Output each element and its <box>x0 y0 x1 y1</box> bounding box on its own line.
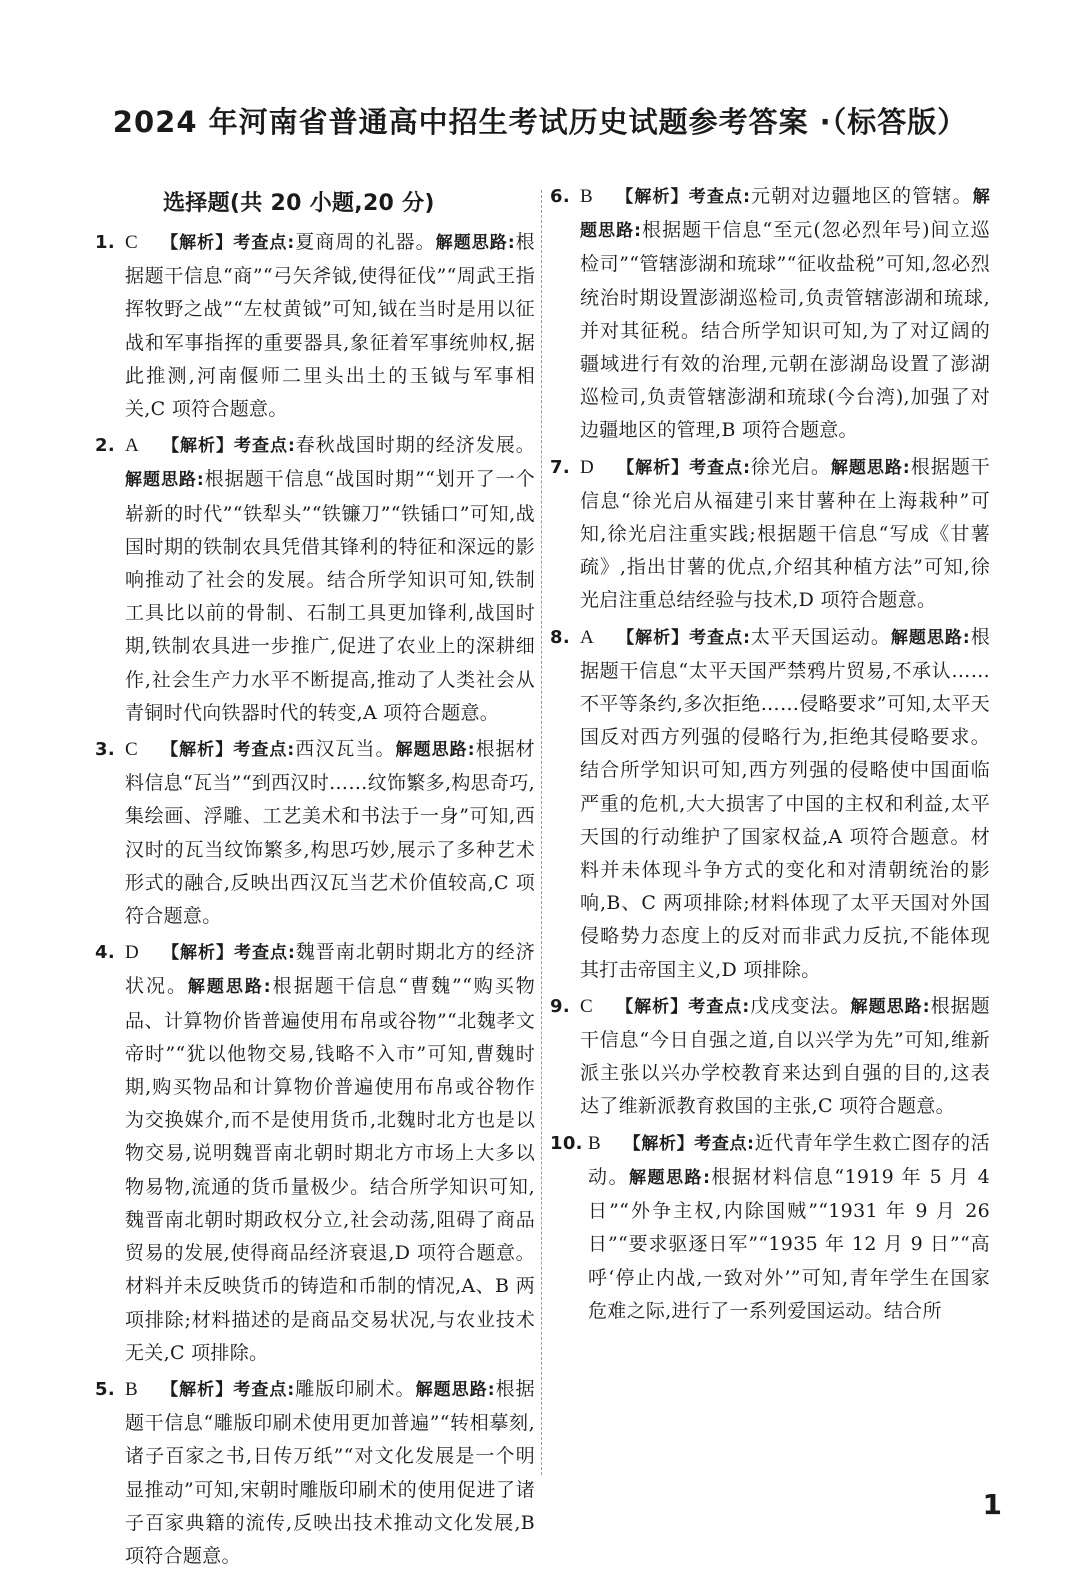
analysis-label: 【解析】 <box>161 233 234 253</box>
question-1 <box>95 226 535 426</box>
idea-label: 解题思路: <box>415 1379 495 1400</box>
exam-point: 春秋战国时期的经济发展。 <box>295 434 535 457</box>
point-label: 考查点: <box>689 457 751 478</box>
question-7 <box>550 451 990 618</box>
explanation-text: 根据题干信息“雕版印刷术使用更加普遍”“转相摹刻,诸子百家之书,日传万纸”“对文化发展是一个明显推动”可知,宋朝时雕版印刷术的使用促进了诸子百家典籍的流传,反映出技术推动文化发展,B 项符合题意。 <box>125 1377 535 1567</box>
answer-letter: C <box>580 995 593 1017</box>
explanation-text: 根据题干信息“今日自强之道,自以兴学为先”可知,维新派主张以兴办学校教育来达到自强的目的,这表达了维新派教育救国的主张,C 项符合题意。 <box>580 994 990 1118</box>
point-label: 考查点: <box>233 233 295 253</box>
question-number: 4. <box>95 942 115 964</box>
idea-label: 解题思路: <box>125 470 204 491</box>
question-2 <box>95 429 535 730</box>
page-title: 2024 年河南省普通高中招生考试历史试题参考答案 ·（标答版） <box>112 105 968 139</box>
answer-letter: B <box>588 1132 601 1154</box>
question-number: 8. <box>550 626 570 648</box>
exam-point: 夏商周的礼器。 <box>294 231 436 253</box>
analysis-label: 【解析】 <box>616 996 689 1017</box>
answer-letter: D <box>125 942 140 964</box>
exam-point: 近代青年学生救亡图存的活动。 <box>588 1131 990 1188</box>
page-number: 1 <box>982 1488 1002 1521</box>
analysis-label: 【解析】 <box>161 1379 234 1400</box>
question-number: 2. <box>95 435 115 457</box>
analysis-label: 【解析】 <box>617 627 690 648</box>
explanation-text: 根据题干信息“战国时期”“划开了一个崭新的时代”“铁犁头”“铁镰刀”“铁锸口”可知,战国时期的铁制农具凭借其锋利的特征和深远的影响推动了社会的发展。结合所学知识可知,铁制工具比以前的骨制、石制工具更加锋利,战国时期,铁制农具进一步推广,促进了农业上的深耕细作,社会生产力水平不断提高,推动了人类社会从青铜时代向铁器时代的转变,A 项符合题意。 <box>125 468 535 724</box>
analysis-label: 【解析】 <box>617 457 690 478</box>
question-number: 6. <box>550 186 570 207</box>
answer-letter: C <box>125 739 138 761</box>
right-column <box>550 180 990 1331</box>
point-label: 考查点: <box>234 436 296 457</box>
explanation-text: 根据题干信息“徐光启从福建引来甘薯种在上海栽种”可知,徐光启注重实践;根据题干信息“写成《甘薯疏》,指出甘薯的优点,介绍其种植方法”可知,徐光启注重总结经验与技术,D 项符合题意。 <box>580 455 991 612</box>
question-5 <box>95 1373 535 1573</box>
idea-label: 解题思路: <box>435 233 515 253</box>
question-number: 10. <box>550 1132 583 1154</box>
question-10 <box>550 1127 990 1328</box>
analysis-label: 【解析】 <box>162 943 235 964</box>
question-number: 1. <box>95 232 115 253</box>
explanation-text: 根据材料信息“1919 年 5 月 4 日”“外争主权,内除国贼”“1931 年 9 月 26 日”“要求驱逐日军”“1935 年 12 月 9 日”“高呼‘停止内战,一致对外’”可知,青年学生在国家危难之际,进行了一系列爱国运动。结合所 <box>588 1165 990 1322</box>
question-4 <box>95 936 535 1370</box>
explanation-text: 根据题干信息“至元(忽必烈年号)间立巡检司”“管辖澎湖和琉球”“征收盐税”可知,忽必烈统治时期设置澎湖巡检司,负责管辖澎湖和琉球,并对其征税。结合所学知识可知,为了对辽阔的疆域进行有效的治理,元朝在澎湖岛设置了澎湖巡检司,负责管辖澎湖和琉球(今台湾),加强了对边疆地区的管理,B 项符合题意。 <box>580 219 991 442</box>
idea-label: 解题思路: <box>850 996 930 1017</box>
explanation-text: 根据材料信息“瓦当”“到西汉时……纹饰繁多,构思奇巧,集绘画、浮雕、工艺美术和书法于一身”可知,西汉时的瓦当纹饰繁多,构思巧妙,展示了多种艺术形式的融合,反映出西汉瓦当艺术价值较高,C 项符合题意。 <box>125 738 535 928</box>
exam-point: 戊戌变法。 <box>749 994 851 1017</box>
question-3 <box>95 733 535 933</box>
exam-point: 雕版印刷术。 <box>294 1377 416 1400</box>
answer-letter: C <box>125 232 138 253</box>
answer-letter: A <box>125 435 140 457</box>
point-label: 考查点: <box>694 1133 755 1154</box>
question-number: 5. <box>95 1378 115 1400</box>
exam-point: 元朝对边疆地区的管辖。 <box>750 185 973 207</box>
idea-label: 解题思路: <box>890 627 970 648</box>
analysis-label: 【解析】 <box>161 740 234 761</box>
answer-letter: A <box>580 626 595 648</box>
idea-label: 解题思路: <box>830 457 911 478</box>
answer-letter: B <box>580 186 593 207</box>
point-label: 考查点: <box>233 740 295 761</box>
exam-point: 西汉瓦当。 <box>294 738 396 761</box>
idea-label: 解题思路: <box>395 740 475 761</box>
analysis-label: 【解析】 <box>616 187 689 207</box>
idea-label: 解题思路: <box>580 187 991 242</box>
question-8 <box>550 621 990 987</box>
point-label: 考查点: <box>234 943 296 964</box>
question-number: 9. <box>550 995 570 1017</box>
question-9 <box>550 990 990 1124</box>
idea-label: 解题思路: <box>187 977 271 998</box>
column-divider <box>541 190 542 1475</box>
answer-letter: D <box>580 456 595 478</box>
point-label: 考查点: <box>688 187 751 207</box>
explanation-text: 根据题干信息“商”“弓矢斧钺,使得征伐”“周武王指挥牧野之战”“左杖黄钺”可知,钺在当时是用以征战和军事指挥的重要器具,象征着军事统帅权,据此推测,河南偃师二里头出土的玉钺与军事相关,C 项符合题意。 <box>125 231 535 421</box>
analysis-label: 【解析】 <box>162 436 235 457</box>
analysis-label: 【解析】 <box>623 1133 695 1154</box>
exam-point: 太平天国运动。 <box>750 625 891 648</box>
question-number: 7. <box>550 456 570 478</box>
point-label: 考查点: <box>689 627 751 648</box>
section-title: 选择题(共 20 小题,20 分) <box>163 191 435 216</box>
explanation-text: 根据题干信息“曹魏”“购买物品、计算物价皆普遍使用布帛或谷物”“北魏孝文帝时”“犹以他物交易,钱略不入市”可知,曹魏时期,购买物品和计算物价普遍使用布帛或谷物作为交换媒介,而不是使用货币,北魏时北方也是以物交易,说明魏晋南北朝时期北方市场上大多以物易物,流通的货币量极少。结合所学知识可知,魏晋南北朝时期政权分立,社会动荡,阻碍了商品贸易的发展,使得商品经济衰退,D 项符合题意。材料并未反映货币的铸造和币制的情况,A、B 两项排除;材料描述的是商品交易状况,与农业技术无关,C 项排除。 <box>125 975 535 1364</box>
exam-point: 魏晋南北朝时期北方的经济状况。 <box>125 941 535 998</box>
question-number: 3. <box>95 739 115 761</box>
exam-point: 徐光启。 <box>750 455 831 478</box>
idea-label: 解题思路: <box>629 1167 711 1188</box>
point-label: 考查点: <box>233 1379 295 1400</box>
question-6 <box>550 180 990 448</box>
left-column <box>95 180 535 1576</box>
explanation-text: 根据题干信息“太平天国严禁鸦片贸易,不承认……不平等条约,多次拒绝……侵略要求”可知,太平天国反对西方列强的侵略行为,拒绝其侵略要求。结合所学知识可知,西方列强的侵略使中国面临严重的危机,大大损害了中国的主权和利益,太平天国的行动维护了国家权益,A 项符合题意。材料并未体现斗争方式的变化和对清朝统治的影响,B、C 两项排除;材料体现了太平天国对外国侵略势力态度上的反对而非武力反抗,不能体现其打击帝国主义,D 项排除。 <box>580 625 990 981</box>
answer-letter: B <box>125 1378 138 1400</box>
point-label: 考查点: <box>688 996 750 1017</box>
